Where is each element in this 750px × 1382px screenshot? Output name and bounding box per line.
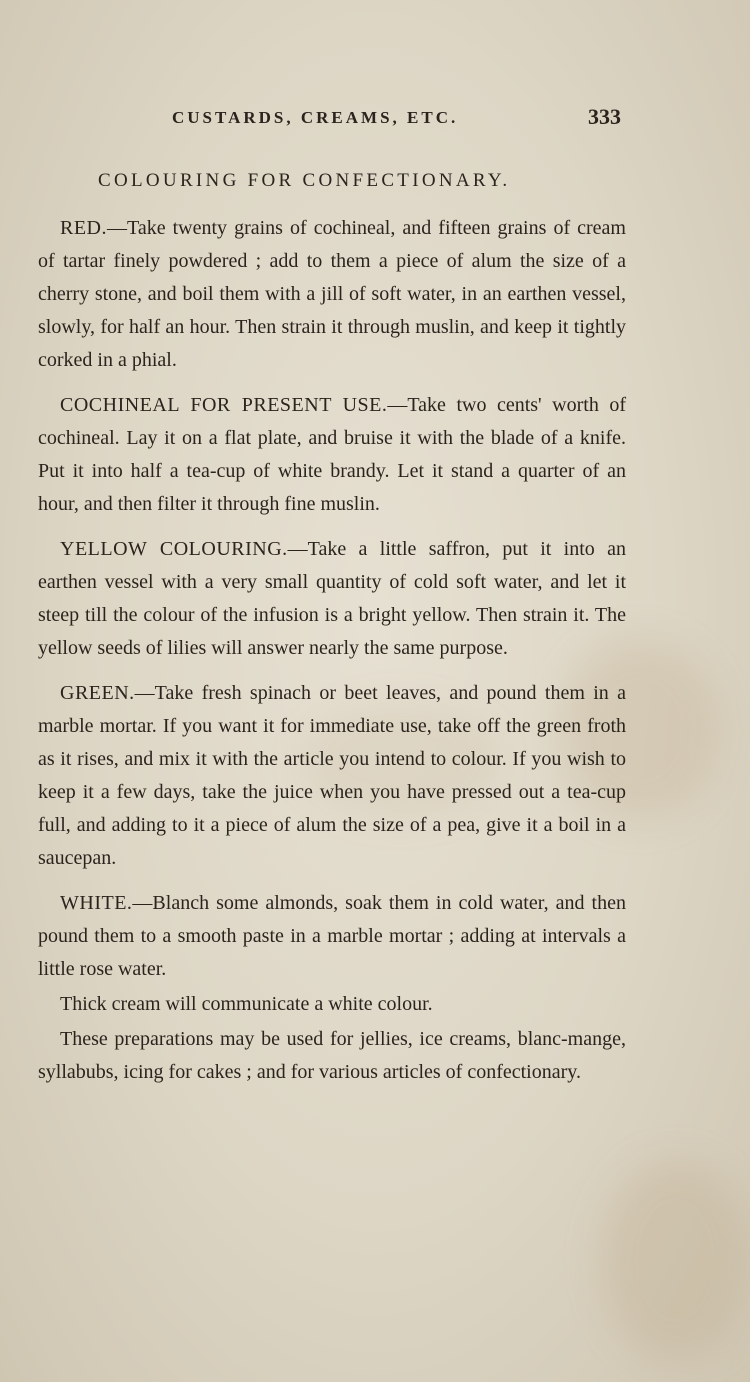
page-body	[38, 212, 626, 1101]
recipe-title: RED.	[60, 217, 107, 239]
recipe-title: YELLOW COLOURING.	[60, 538, 288, 560]
paragraph-thick-cream	[38, 988, 626, 1021]
paragraph-cochineal	[38, 389, 626, 521]
paragraph-preparations	[38, 1023, 626, 1089]
paper-stain	[600, 1160, 750, 1360]
paragraph-red	[38, 212, 626, 377]
paragraph-yellow	[38, 533, 626, 665]
recipe-text: —Take twenty grains of cochineal, and fifteen grains of cream of tartar finely powdered ; add to them a piece of alum the size of a cherry stone, and boil them with a jill of soft water, in an earthen vessel, slowly, for half an hour. Then strain it through muslin, and keep it tightly corked in a phial.	[38, 217, 626, 371]
running-head: CUSTARDS, CREAMS, ETC.	[172, 108, 459, 127]
note-text: Thick cream will communicate a white colour.	[60, 993, 433, 1015]
recipe-title: COCHINEAL FOR PRESENT USE.	[60, 394, 388, 416]
recipe-text: —Take fresh spinach or beet leaves, and pound them in a marble mortar. If you want it for immediate use, take off the green froth as it rises, and mix it with the article you intend to colour. If you wish to keep it a few days, take the juice when you have pressed out a tea-cup full, and adding to it a piece of alum the size of a pea, give it a boil in a saucepan.	[38, 682, 626, 869]
recipe-text: —Take a little saffron, put it into an earthen vessel with a very small quantity of cold soft water, and let it steep till the colour of the infusion is a bright yellow. Then strain it. The yellow seeds of lilies will answer nearly the same purpose.	[38, 538, 626, 659]
recipe-title: WHITE.	[60, 892, 133, 914]
paragraph-green	[38, 677, 626, 875]
section-heading: COLOURING FOR CONFECTIONARY.	[98, 170, 511, 191]
recipe-text: —Blanch some almonds, soak them in cold water, and then pound them to a smooth paste in a marble mortar ; adding at intervals a little rose water.	[38, 892, 626, 980]
paragraph-white	[38, 887, 626, 986]
recipe-title: GREEN.	[60, 682, 135, 704]
page-header	[0, 104, 750, 134]
page-number: 333	[588, 104, 621, 129]
note-text: These preparations may be used for jellies, ice creams, blanc-mange, syllabubs, icing for cakes ; and for various articles of confectionary.	[38, 1028, 626, 1083]
recipe-text: —Take two cents' worth of cochineal. Lay it on a flat plate, and bruise it with the blade of a knife. Put it into half a tea-cup of white brandy. Let it stand a quarter of an hour, and then filter it through fine muslin.	[38, 394, 627, 515]
